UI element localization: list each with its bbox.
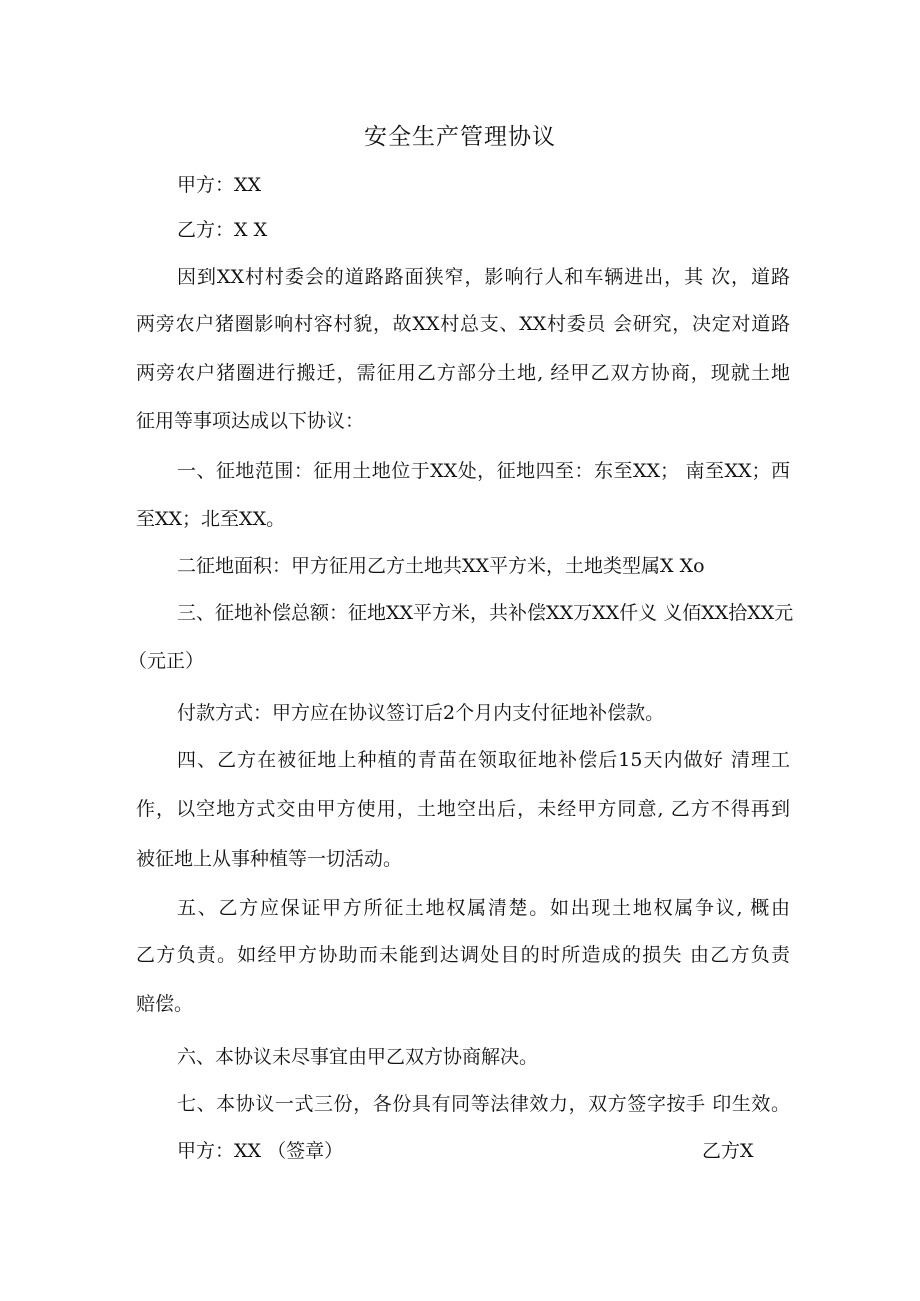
clause-6: 六、本协议未尽事宜由甲乙双方协商解决。	[177, 1046, 539, 1068]
intro-line: 两旁农户猪圈影响村容村貌，故XX村总支、XX村委员 会研究，决定对道路	[136, 313, 790, 335]
intro-line: 征用等事项达成以下协议：	[136, 410, 365, 432]
clause-1-line: 一、征地范围：征用土地位于XX处，征地四至：东至XX； 南至XX；西	[177, 460, 790, 482]
clause-7: 七、本协议一式三份，各份具有同等法律效力，双方签字按手 印生效。	[177, 1093, 790, 1115]
intro-line: 两旁农户猪圈进行搬迁，需征用乙方部分土地, 经甲乙双方协商，现就土地	[136, 362, 790, 384]
party-a: 甲方：XX	[177, 174, 262, 196]
clause-5-line: 乙方负责。如经甲方协助而未能到达调处目的时所造成的损失 由乙方负责	[136, 944, 790, 966]
signature-party-b: 乙方X	[702, 1140, 754, 1162]
clause-3-line: 三、征地补偿总额：征地XX平方米，共补偿XX万XX仟义 义佰XX拾XX元	[177, 602, 794, 624]
clause-4-line: 作，以空地方式交由甲方使用，土地空出后，未经甲方同意, 乙方不得再到	[136, 798, 790, 820]
clause-5-line: 赔偿。	[136, 993, 194, 1015]
intro-line: 因到XX村村委会的道路路面狭窄，影响行人和车辆进出，其 次，道路	[177, 266, 790, 288]
party-b: 乙方：X X	[177, 219, 268, 241]
signature-party-a: 甲方：XX （签章）	[177, 1140, 344, 1162]
document-title: 安全生产管理协议	[364, 124, 556, 150]
clause-3-line: （元正）	[128, 650, 205, 672]
clause-4-line: 被征地上从事种植等一切活动。	[136, 848, 403, 870]
clause-2: 二征地面积：甲方征用乙方土地共XX平方米，土地类型属X Xo	[177, 555, 705, 577]
payment-clause: 付款方式：甲方应在协议签订后2个月内支付征地补偿款。	[177, 702, 665, 724]
clause-1-line: 至XX；北至XX。	[136, 508, 286, 530]
clause-5-line: 五、乙方应保证甲方所征土地权属清楚。如出现土地权属争议, 概由	[177, 897, 790, 919]
clause-4-line: 四、乙方在被征地上种植的青苗在领取征地补偿后15天内做好 清理工	[177, 749, 790, 771]
